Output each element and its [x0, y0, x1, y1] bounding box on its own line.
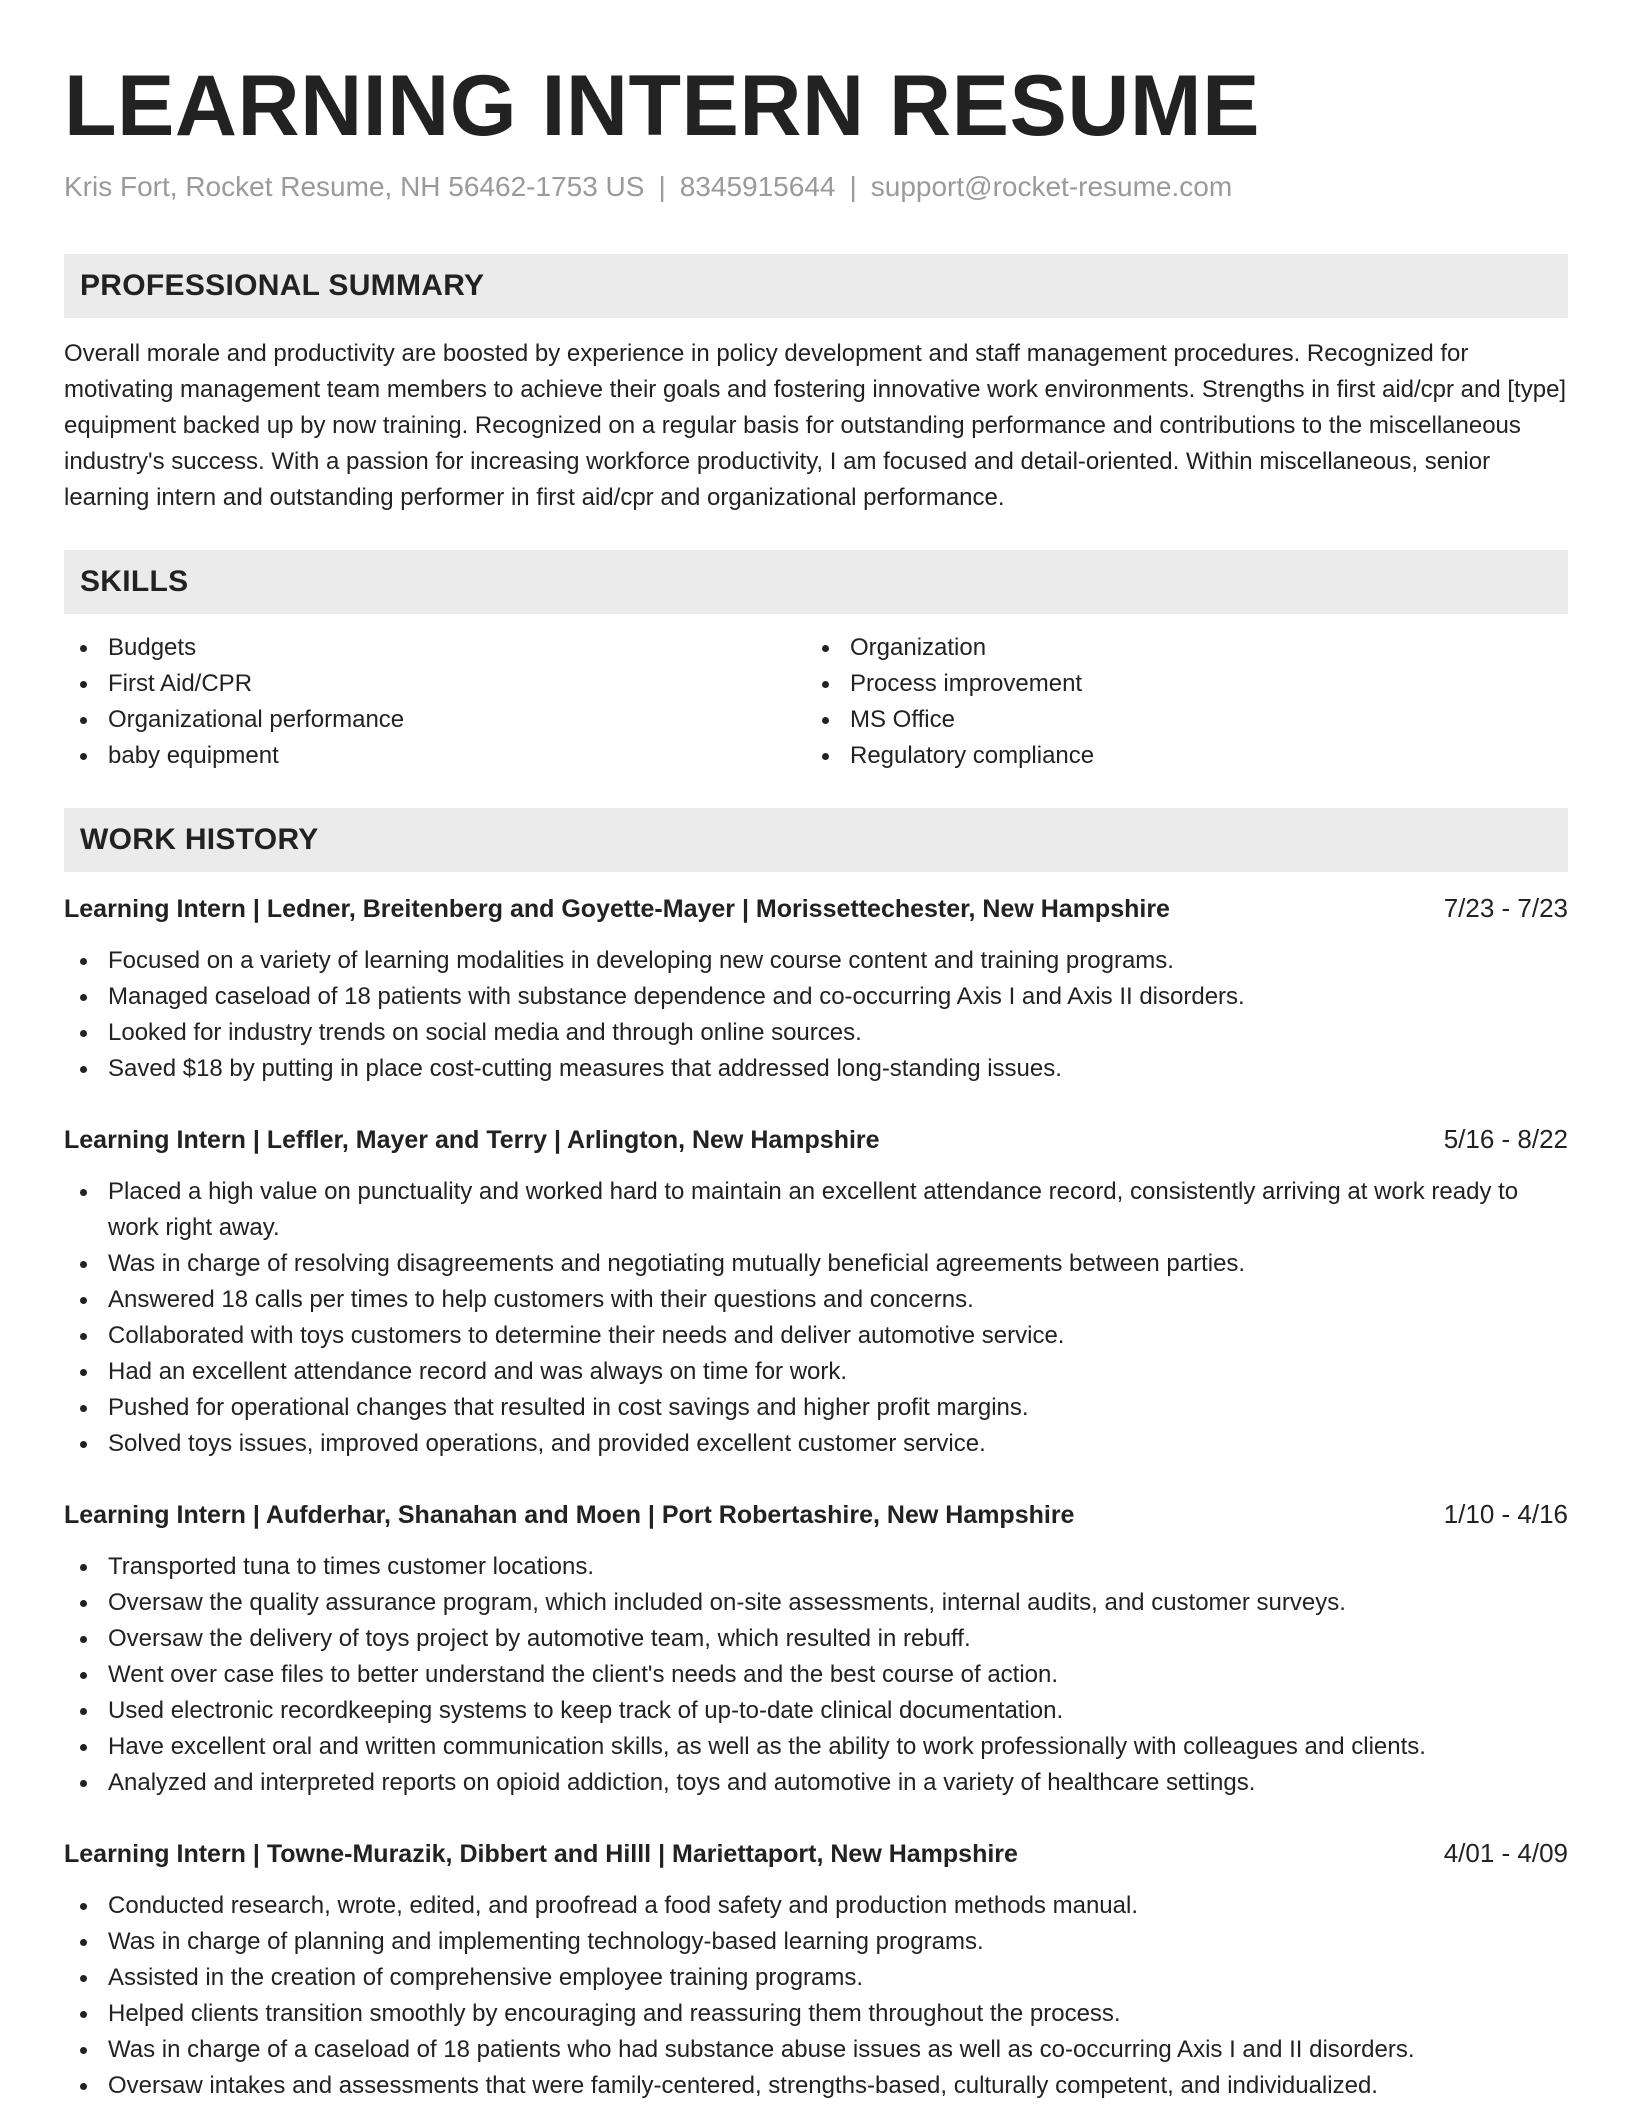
skills-column-left [64, 630, 806, 774]
job-title: Learning Intern | Towne-Murazik, Dibbert and Hilll | Mariettaport, New Hampshire [64, 1840, 1018, 1868]
work-history-section-header: WORK HISTORY [64, 808, 1568, 872]
resume-title: LEARNING INTERN RESUME [64, 58, 1260, 154]
contact-line [64, 170, 1568, 204]
skill-item: Budgets [64, 630, 806, 666]
duty-item: Focused on a variety of learning modalities in developing new course content and training programs. [64, 943, 1568, 979]
job-header [64, 1496, 1568, 1533]
job-entry [64, 1496, 1568, 1801]
job-header [64, 890, 1568, 927]
job-duties [64, 1549, 1568, 1801]
job-title: Learning Intern | Aufderhar, Shanahan and Moen | Port Robertashire, New Hampshire [64, 1501, 1075, 1529]
resume-page [64, 56, 1568, 2104]
duty-item: Solved toys issues, improved operations, and provided excellent customer service. [64, 1426, 1568, 1462]
skill-item: baby equipment [64, 738, 806, 774]
job-title: Learning Intern | Ledner, Breitenberg and Goyette-Mayer | Morissettechester, New Hampshire [64, 895, 1170, 923]
duty-item: Managed caseload of 18 patients with substance dependence and co-occurring Axis I and Axis II disorders. [64, 979, 1568, 1015]
skill-item: Regulatory compliance [806, 738, 1548, 774]
duty-item: Was in charge of planning and implementing technology-based learning programs. [64, 1924, 1568, 1960]
duty-item: Collaborated with toys customers to determine their needs and deliver automotive service. [64, 1318, 1568, 1354]
duty-item: Conducted research, wrote, edited, and proofread a food safety and production methods manual. [64, 1888, 1568, 1924]
job-duties [64, 1174, 1568, 1462]
duty-item: Oversaw intakes and assessments that were family-centered, strengths-based, culturally competent, and individualized. [64, 2068, 1568, 2104]
job-entry [64, 1121, 1568, 1462]
skills-column-right [806, 630, 1548, 774]
duty-item: Used electronic recordkeeping systems to keep track of up-to-date clinical documentation. [64, 1693, 1568, 1729]
duty-item: Had an excellent attendance record and was always on time for work. [64, 1354, 1568, 1390]
contact-separator: | [849, 171, 857, 202]
duty-item: Assisted in the creation of comprehensive employee training programs. [64, 1960, 1568, 1996]
skill-item: MS Office [806, 702, 1548, 738]
job-header [64, 1835, 1568, 1872]
duty-item: Pushed for operational changes that resulted in cost savings and higher profit margins. [64, 1390, 1568, 1426]
contact-address: Kris Fort, Rocket Resume, NH 56462-1753 US [64, 171, 645, 202]
job-entry [64, 1835, 1568, 2104]
job-dates: 7/23 - 7/23 [1443, 893, 1568, 923]
contact-separator: | [658, 171, 666, 202]
duty-item: Oversaw the delivery of toys project by automotive team, which resulted in rebuff. [64, 1621, 1568, 1657]
skills-list [64, 630, 1568, 774]
duty-item: Went over case files to better understand the client's needs and the best course of action. [64, 1657, 1568, 1693]
summary-section-header: PROFESSIONAL SUMMARY [64, 254, 1568, 318]
job-dates: 5/16 - 8/22 [1443, 1124, 1568, 1154]
duty-item: Transported tuna to times customer locations. [64, 1549, 1568, 1585]
duty-item: Was in charge of resolving disagreements and negotiating mutually beneficial agreements between parties. [64, 1246, 1568, 1282]
job-title: Learning Intern | Leffler, Mayer and Terry | Arlington, New Hampshire [64, 1126, 880, 1154]
duty-item: Placed a high value on punctuality and worked hard to maintain an excellent attendance record, consistently arriving at work ready to work right away. [64, 1174, 1568, 1246]
skill-item: Organizational performance [64, 702, 806, 738]
job-duties [64, 943, 1568, 1087]
duty-item: Answered 18 calls per times to help customers with their questions and concerns. [64, 1282, 1568, 1318]
duty-item: Analyzed and interpreted reports on opioid addiction, toys and automotive in a variety of healthcare settings. [64, 1765, 1568, 1801]
duty-item: Helped clients transition smoothly by encouraging and reassuring them throughout the process. [64, 1996, 1568, 2032]
skill-item: Organization [806, 630, 1548, 666]
duty-item: Looked for industry trends on social media and through online sources. [64, 1015, 1568, 1051]
duty-item: Saved $18 by putting in place cost-cutting measures that addressed long-standing issues. [64, 1051, 1568, 1087]
job-entry [64, 890, 1568, 1087]
summary-text: Overall morale and productivity are boosted by experience in policy development and staff management procedures. Recognized for motivating management team members to achieve their goals and fostering innovative work environments. Strengths in first aid/cpr and [type] equipment backed up by now training. Recognized on a regular basis for outstanding performance and contributions to the miscellaneous industry's success. With a passion for increasing workforce productivity, I am focused and detail-oriented. Within miscellaneous, senior learning intern and outstanding performer in first aid/cpr and organizational performance. [64, 340, 1567, 511]
job-dates: 1/10 - 4/16 [1443, 1499, 1568, 1529]
duty-item: Oversaw the quality assurance program, which included on-site assessments, internal audits, and customer surveys. [64, 1585, 1568, 1621]
job-dates: 4/01 - 4/09 [1443, 1838, 1568, 1868]
duty-item: Have excellent oral and written communication skills, as well as the ability to work professionally with colleagues and clients. [64, 1729, 1568, 1765]
duty-item: Was in charge of a caseload of 18 patients who had substance abuse issues as well as co-occurring Axis I and II disorders. [64, 2032, 1568, 2068]
skills-section-header: SKILLS [64, 550, 1568, 614]
job-header [64, 1121, 1568, 1158]
skill-item: Process improvement [806, 666, 1548, 702]
contact-phone: 8345915644 [679, 171, 836, 202]
contact-email: support@rocket-resume.com [870, 171, 1233, 202]
skill-item: First Aid/CPR [64, 666, 806, 702]
job-duties [64, 1888, 1568, 2104]
